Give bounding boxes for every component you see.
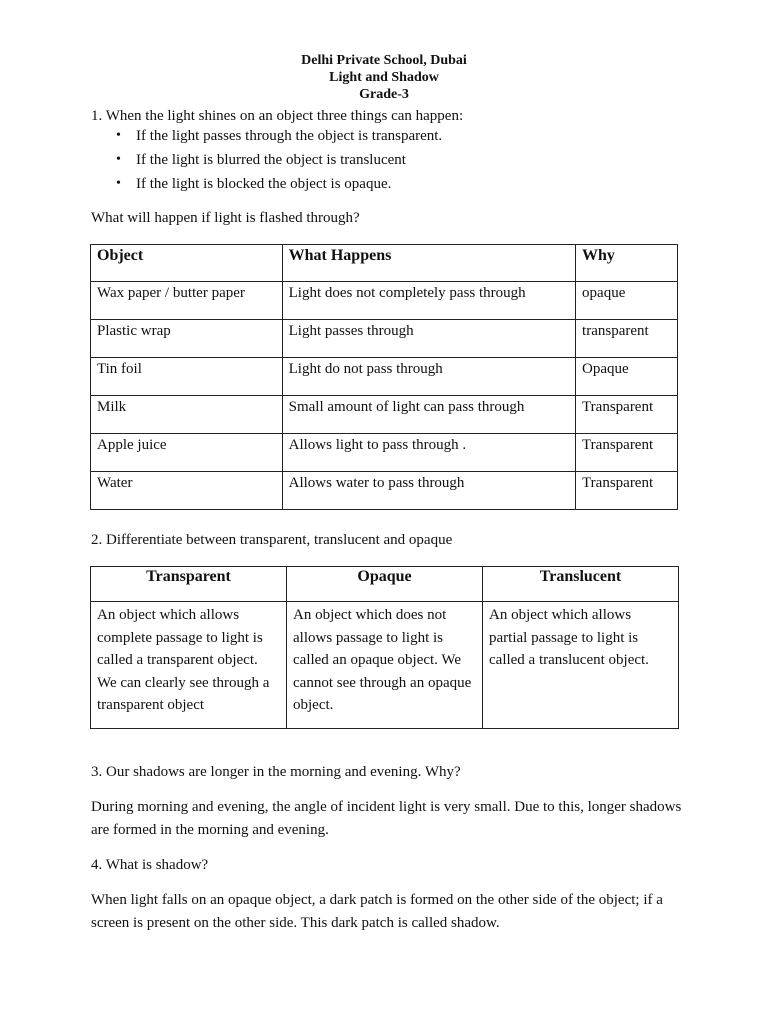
table-header-row	[91, 567, 679, 602]
transparent-definition: An object which allows complete passage to light is called a transparent object. We can clearly see through a transparent object	[91, 602, 287, 729]
object-cell: Apple juice	[91, 434, 283, 472]
bullet-icon: •	[116, 152, 121, 167]
table-row	[91, 472, 678, 510]
why-cell: Transparent	[576, 472, 678, 510]
table-row	[91, 396, 678, 434]
q1-prompt: What will happen if light is flashed through?	[91, 210, 360, 226]
worksheet-title: Light and Shadow	[329, 70, 439, 85]
what-happens-cell: Light passes through	[282, 320, 575, 358]
school-name: Delhi Private School, Dubai	[301, 53, 467, 68]
what-happens-cell: Allows water to pass through	[282, 472, 575, 510]
list-item	[116, 126, 442, 150]
object-cell: Plastic wrap	[91, 320, 283, 358]
answer-4: When light falls on an opaque object, a dark patch is formed on the other side of the object; if a screen is present on the other side. This dark patch is called shadow.	[91, 892, 663, 931]
table-row	[91, 434, 678, 472]
object-cell: Water	[91, 472, 283, 510]
bullet-icon: •	[116, 128, 121, 143]
table-row	[91, 358, 678, 396]
what-happens-cell: Light does not completely pass through	[282, 282, 575, 320]
what-happens-cell: Allows light to pass through .	[282, 434, 575, 472]
opaque-definition: An object which does not allows passage to light is called an opaque object. We cannot see through an opaque object.	[287, 602, 483, 729]
column-header-object: Object	[91, 245, 283, 282]
answer-3: During morning and evening, the angle of incident light is very small. Due to this, longer shadows are formed in the morning and evening.	[91, 799, 682, 838]
why-cell: transparent	[576, 320, 678, 358]
question-4: 4. What is shadow?	[91, 857, 209, 873]
question-2: 2. Differentiate between transparent, translucent and opaque	[91, 532, 453, 548]
bullet-icon: •	[116, 176, 121, 191]
table-header-row	[91, 245, 678, 282]
question-1: 1. When the light shines on an object three things can happen:	[91, 108, 464, 124]
column-header-why: Why	[576, 245, 678, 282]
what-happens-cell: Light do not pass through	[282, 358, 575, 396]
q1-bullet-list	[116, 126, 442, 198]
what-happens-cell: Small amount of light can pass through	[282, 396, 575, 434]
list-item	[116, 174, 442, 198]
light-test-table	[90, 244, 678, 510]
why-cell: Opaque	[576, 358, 678, 396]
column-header-opaque: Opaque	[287, 567, 483, 602]
table-row	[91, 282, 678, 320]
table-row	[91, 602, 679, 729]
document-header	[0, 52, 768, 103]
column-header-what-happens: What Happens	[282, 245, 575, 282]
translucent-definition: An object which allows partial passage to light is called a translucent object.	[483, 602, 679, 729]
why-cell: opaque	[576, 282, 678, 320]
question-3: 3. Our shadows are longer in the morning and evening. Why?	[91, 764, 461, 780]
why-cell: Transparent	[576, 396, 678, 434]
table-row	[91, 320, 678, 358]
object-cell: Milk	[91, 396, 283, 434]
why-cell: Transparent	[576, 434, 678, 472]
object-cell: Wax paper / butter paper	[91, 282, 283, 320]
bullet-text: If the light is blurred the object is translucent	[136, 152, 406, 168]
bullet-text: If the light passes through the object is transparent.	[136, 128, 443, 144]
object-cell: Tin foil	[91, 358, 283, 396]
bullet-text: If the light is blocked the object is opaque.	[136, 176, 392, 192]
grade-label: Grade-3	[359, 87, 409, 102]
column-header-transparent: Transparent	[91, 567, 287, 602]
column-header-translucent: Translucent	[483, 567, 679, 602]
comparison-table	[90, 566, 679, 729]
list-item	[116, 150, 442, 174]
